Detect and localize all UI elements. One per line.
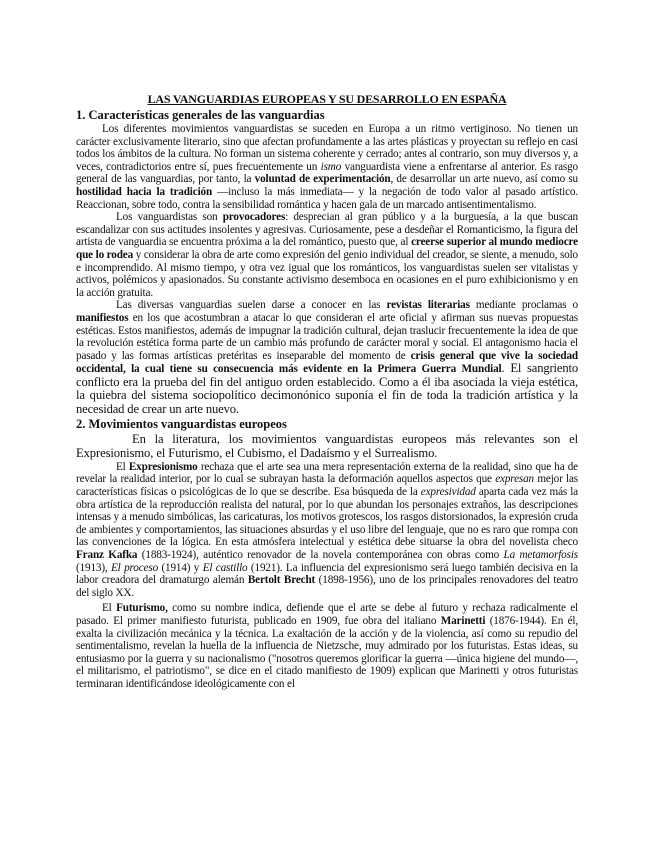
section-2-intro: En la literatura, los movimientos vanguardistas europeos más relevantes son el Expresionismo, el Futurismo, el Cubismo, el Dadaísmo y el Surrealismo. xyxy=(76,431,578,461)
section-2-heading: 2. Movimientos vanguardistas europeos xyxy=(76,416,287,431)
section-1-paragraph-3: Las diversas vanguardias suelen darse a conocer en las revistas literarias mediante proclamas o manifiestos en los que acostumbran a atacar lo que consideran el arte oficial y afirman sus nuevas propuestas estéticas. Estos manifiestos, además de impugnar la tradición cultural, dejan traslucir frecuentemente la idea de que la revolución estética forma parte de un cambio más profundo de carácter moral y social. El antagonismo hacia el pasado y las formas artísticas pretéritas es inseparable del momento de crisis general que vive la sociedad occidental, la cual tiene su consecuencia más evidente en la Primera Guerra Mundial. El sangriento conflicto era la prueba del fin del antiguo orden establecido. Como a él iba asociada la vieja estética, la quiebra del sistema sociopolítico decimonónico suponía el fin de toda la tradición artística y la necesidad de crear un arte nuevo. xyxy=(76,299,578,417)
section-1-heading: 1. Características generales de las vanguardias xyxy=(76,108,325,122)
section-1-paragraph-1: Los diferentes movimientos vanguardistas se suceden en Europa a un ritmo vertiginoso. No tienen un carácter exclusivamente literario, sino que afectan profundamente a las artes plásticas y proyectan su reflejo en casi todos los ámbitos de la cultura. No forman un sistema coherente y cerrado; antes al contrario, son muy diversos y, a veces, contradictorios entre sí, pues frecuentemente un ismo vanguardista viene a enfrentarse al anterior. Es rasgo general de las vanguardias, por tanto, la voluntad de experimentación, de desarrollar un arte nuevo, así como su hostilidad hacia la tradición —incluso la más inmediata— y la negación de todo valor al pasado artístico. Reaccionan, sobre todo, contra la sensibilidad romántica y hacen gala de un marcado antisentimentalismo. xyxy=(76,123,578,211)
section-1-paragraph-2: Los vanguardistas son provocadores: desprecian al gran público y a la burguesía, a la que buscan escandalizar con sus actitudes insolentes y agresivas. Curiosamente, pese a desdeñar el Romanticismo, la figura del artista de vanguardia se encuentra próxima a la del romántico, puesto que, al creerse superior al mundo mediocre que lo rodea y considerar la obra de arte como expresión del genio individual del creador, se siente, a menudo, solo e incomprendido. Al mismo tiempo, y otra vez igual que los románticos, los vanguardistas suelen ser vitalistas y activos, polémicos y apasionados. Su constante activismo desemboca en ocasiones en el puro exhibicionismo y en la acción gratuita. xyxy=(76,211,578,299)
document-page xyxy=(76,92,578,691)
document-title: LAS VANGUARDIAS EUROPEAS Y SU DESARROLLO EN ESPAÑA xyxy=(147,92,507,106)
section-2-paragraph-expresionismo: El Expresionismo rechaza que el arte sea una mera representación externa de la realidad, sino que ha de revelar la realidad interior, por lo cual se subrayan hasta la deformación aquellos aspectos que expresan mejor las características físicas o psicológicas de lo que se describe. Esa búsqueda de la expresividad aparta cada vez más la obra artística de la reproducción realista del natural, por lo que abundan los personajes extraños, las descripciones intensas y a menudo simbólicas, las caricaturas, los motivos grotescos, los rasgos distorsionados, la expresión cruda de ambientes y comportamientos, las situaciones absurdas y el uso libre del lenguaje, que no es raro que rompa con las convenciones de la lógica. En esta atmósfera intelectual y estética debe situarse la obra del novelista checo Franz Kafka (1883-1924), auténtico renovador de la novela contemporánea con obras como La metamorfosis (1913), El proceso (1914) y El castillo (1921). La influencia del expresionismo será luego también decisiva en la labor creadora del dramaturgo alemán Bertolt Brecht (1898-1956), uno de los principales renovadores del teatro del siglo XX. xyxy=(76,460,578,599)
section-2-paragraph-futurismo: El Futurismo, como su nombre indica, defiende que el arte se debe al futuro y rechaza radicalmente el pasado. El primer manifiesto futurista, publicado en 1909, fue obra del italiano Marinetti (1876-1944). En él, exalta la civilización mecánica y la técnica. La exaltación de la acción y de la violencia, así como su repudio del sentimentalismo, revelan la huella de la influencia de Nietzsche, muy admirado por los futuristas. Estas ideas, su entusiasmo por la guerra y su nacionalismo ("nosotros queremos glorificar la guerra —única higiene del mundo—, el militarismo, el patriotismo", se dice en el citado manifiesto de 1909) explican que Marinetti y otros futuristas terminaran identificándose ideológicamente con el xyxy=(76,602,578,690)
